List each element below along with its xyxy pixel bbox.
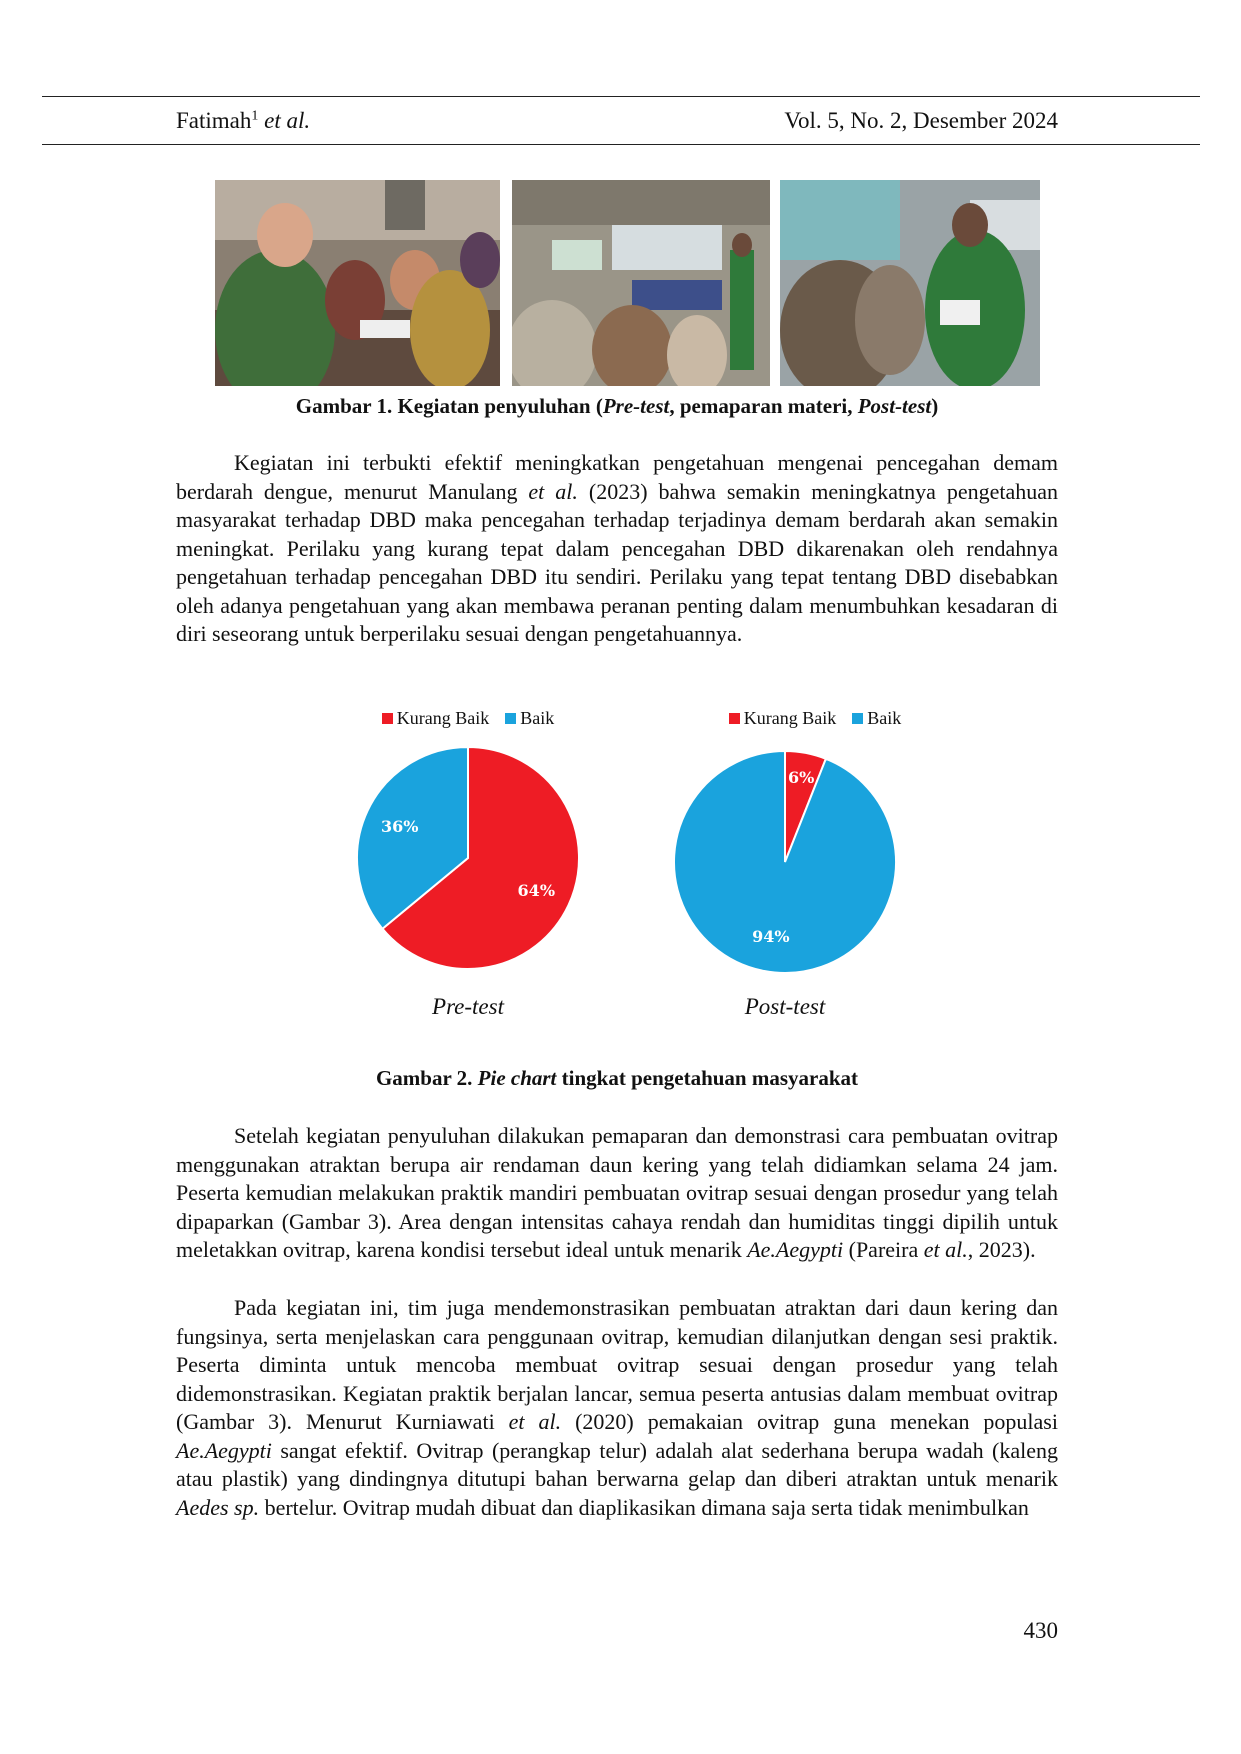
pie-data-label: 36% bbox=[380, 816, 419, 836]
pie-data-label: 64% bbox=[517, 881, 556, 901]
legend-item-kurang-baik: Kurang Baik bbox=[729, 708, 836, 729]
legend-swatch-kurang-baik bbox=[729, 713, 740, 724]
paragraph-2: Setelah kegiatan penyuluhan dilakukan pemaparan dan demonstrasi cara pembuatan ovitrap menggunakan atraktan berupa air rendaman daun kering yang telah didiamkan selama 24 jam. Peserta kemudian melakukan praktik mandiri pembuatan ovitrap sesuai dengan prosedur yang telah dipaparkan (Gambar 3). Area dengan intensitas cahaya rendah dan humiditas tinggi dipilih untuk meletakkan ovitrap, karena kondisi tersebut ideal untuk menarik Ae.Aegypti (Pareira et al., 2023). bbox=[176, 1123, 1058, 1262]
photo-pre-test bbox=[215, 180, 500, 386]
paragraph-1: Kegiatan ini terbukti efektif meningkatkan pengetahuan mengenai pencegahan demam berdarah dengue, menurut Manulang et al. (2023) bahwa semakin meningkatnya pengetahuan masyarakat terhadap DBD maka pencegahan terhadap terjadinya demam berdarah akan semakin meningkat. Perilaku yang kurang tepat dalam pencegahan DBD dikarenakan oleh rendahnya pengetahuan terhadap pencegahan DBD itu sendiri. Perilaku yang tepat tentang DBD disebabkan oleh adanya pengetahuan yang akan membawa peranan penting dalam menumbuhkan kesadaran di diri seseorang untuk berperilaku sesuai dengan pengetahuannya. bbox=[176, 450, 1058, 646]
legend-item-baik: Baik bbox=[505, 708, 554, 729]
legend-item-baik: Baik bbox=[852, 708, 901, 729]
figure1-caption: Gambar 1. Kegiatan penyuluhan (Pre-test, pemaparan materi, Post-test) bbox=[295, 394, 939, 418]
page-number: 430 bbox=[1023, 1618, 1058, 1643]
legend-swatch-kurang-baik bbox=[382, 713, 393, 724]
chart-legend bbox=[308, 708, 628, 729]
pie-svg-pre-test bbox=[308, 748, 628, 988]
pie-title-pre-test: Pre-test bbox=[432, 994, 504, 1019]
photo-post-test bbox=[780, 180, 1040, 386]
header-rule-top bbox=[42, 96, 1200, 97]
pie-chart-pre-test bbox=[308, 708, 628, 1038]
pie-data-label: 94% bbox=[752, 927, 790, 947]
figure2-caption: Gambar 2. Pie chart tingkat pengetahuan masyarakat bbox=[375, 1066, 859, 1090]
photo-presentation bbox=[512, 180, 770, 386]
pie-svg-post-test bbox=[655, 748, 975, 988]
pie-chart-post-test bbox=[655, 708, 975, 1038]
paragraph-3: Pada kegiatan ini, tim juga mendemonstrasikan pembuatan atraktan dari daun kering dan fungsinya, serta menjelaskan cara penggunaan ovitrap, kemudian dilanjutkan dengan sesi praktik. Peserta diminta untuk mencoba membuat ovitrap sesuai dengan prosedur yang telah didemonstrasikan. Kegiatan praktik berjalan lancar, semua peserta antusias dalam membuat ovitrap (Gambar 3). Menurut Kurniawati et al. (2020) pemakaian ovitrap guna menekan populasi Ae.Aegypti sangat efektif. Ovitrap (perangkap telur) adalah alat sederhana berupa wadah (kaleng atau plastik) yang dindingnya ditutupi bahan berwarna gelap dan diberi atraktan untuk menarik Aedes sp. bertelur. Ovitrap mudah dibuat dan diaplikasikan dimana saja serta tidak menimbulkan bbox=[176, 1295, 1058, 1520]
pie-data-label: 6% bbox=[788, 767, 815, 787]
legend-swatch-baik bbox=[505, 713, 516, 724]
legend-item-kurang-baik: Kurang Baik bbox=[382, 708, 489, 729]
header-author: Fatimah$^1$ et al. bbox=[176, 108, 311, 133]
pie-title-post-test: Post-test bbox=[744, 994, 826, 1019]
header-rule-bottom bbox=[42, 144, 1200, 145]
legend-swatch-baik bbox=[852, 713, 863, 724]
figure1-photos bbox=[215, 180, 1040, 386]
running-header bbox=[176, 108, 1058, 134]
chart-legend bbox=[655, 708, 975, 729]
header-volume: Vol. 5, No. 2, Desember 2024 bbox=[784, 108, 1058, 133]
